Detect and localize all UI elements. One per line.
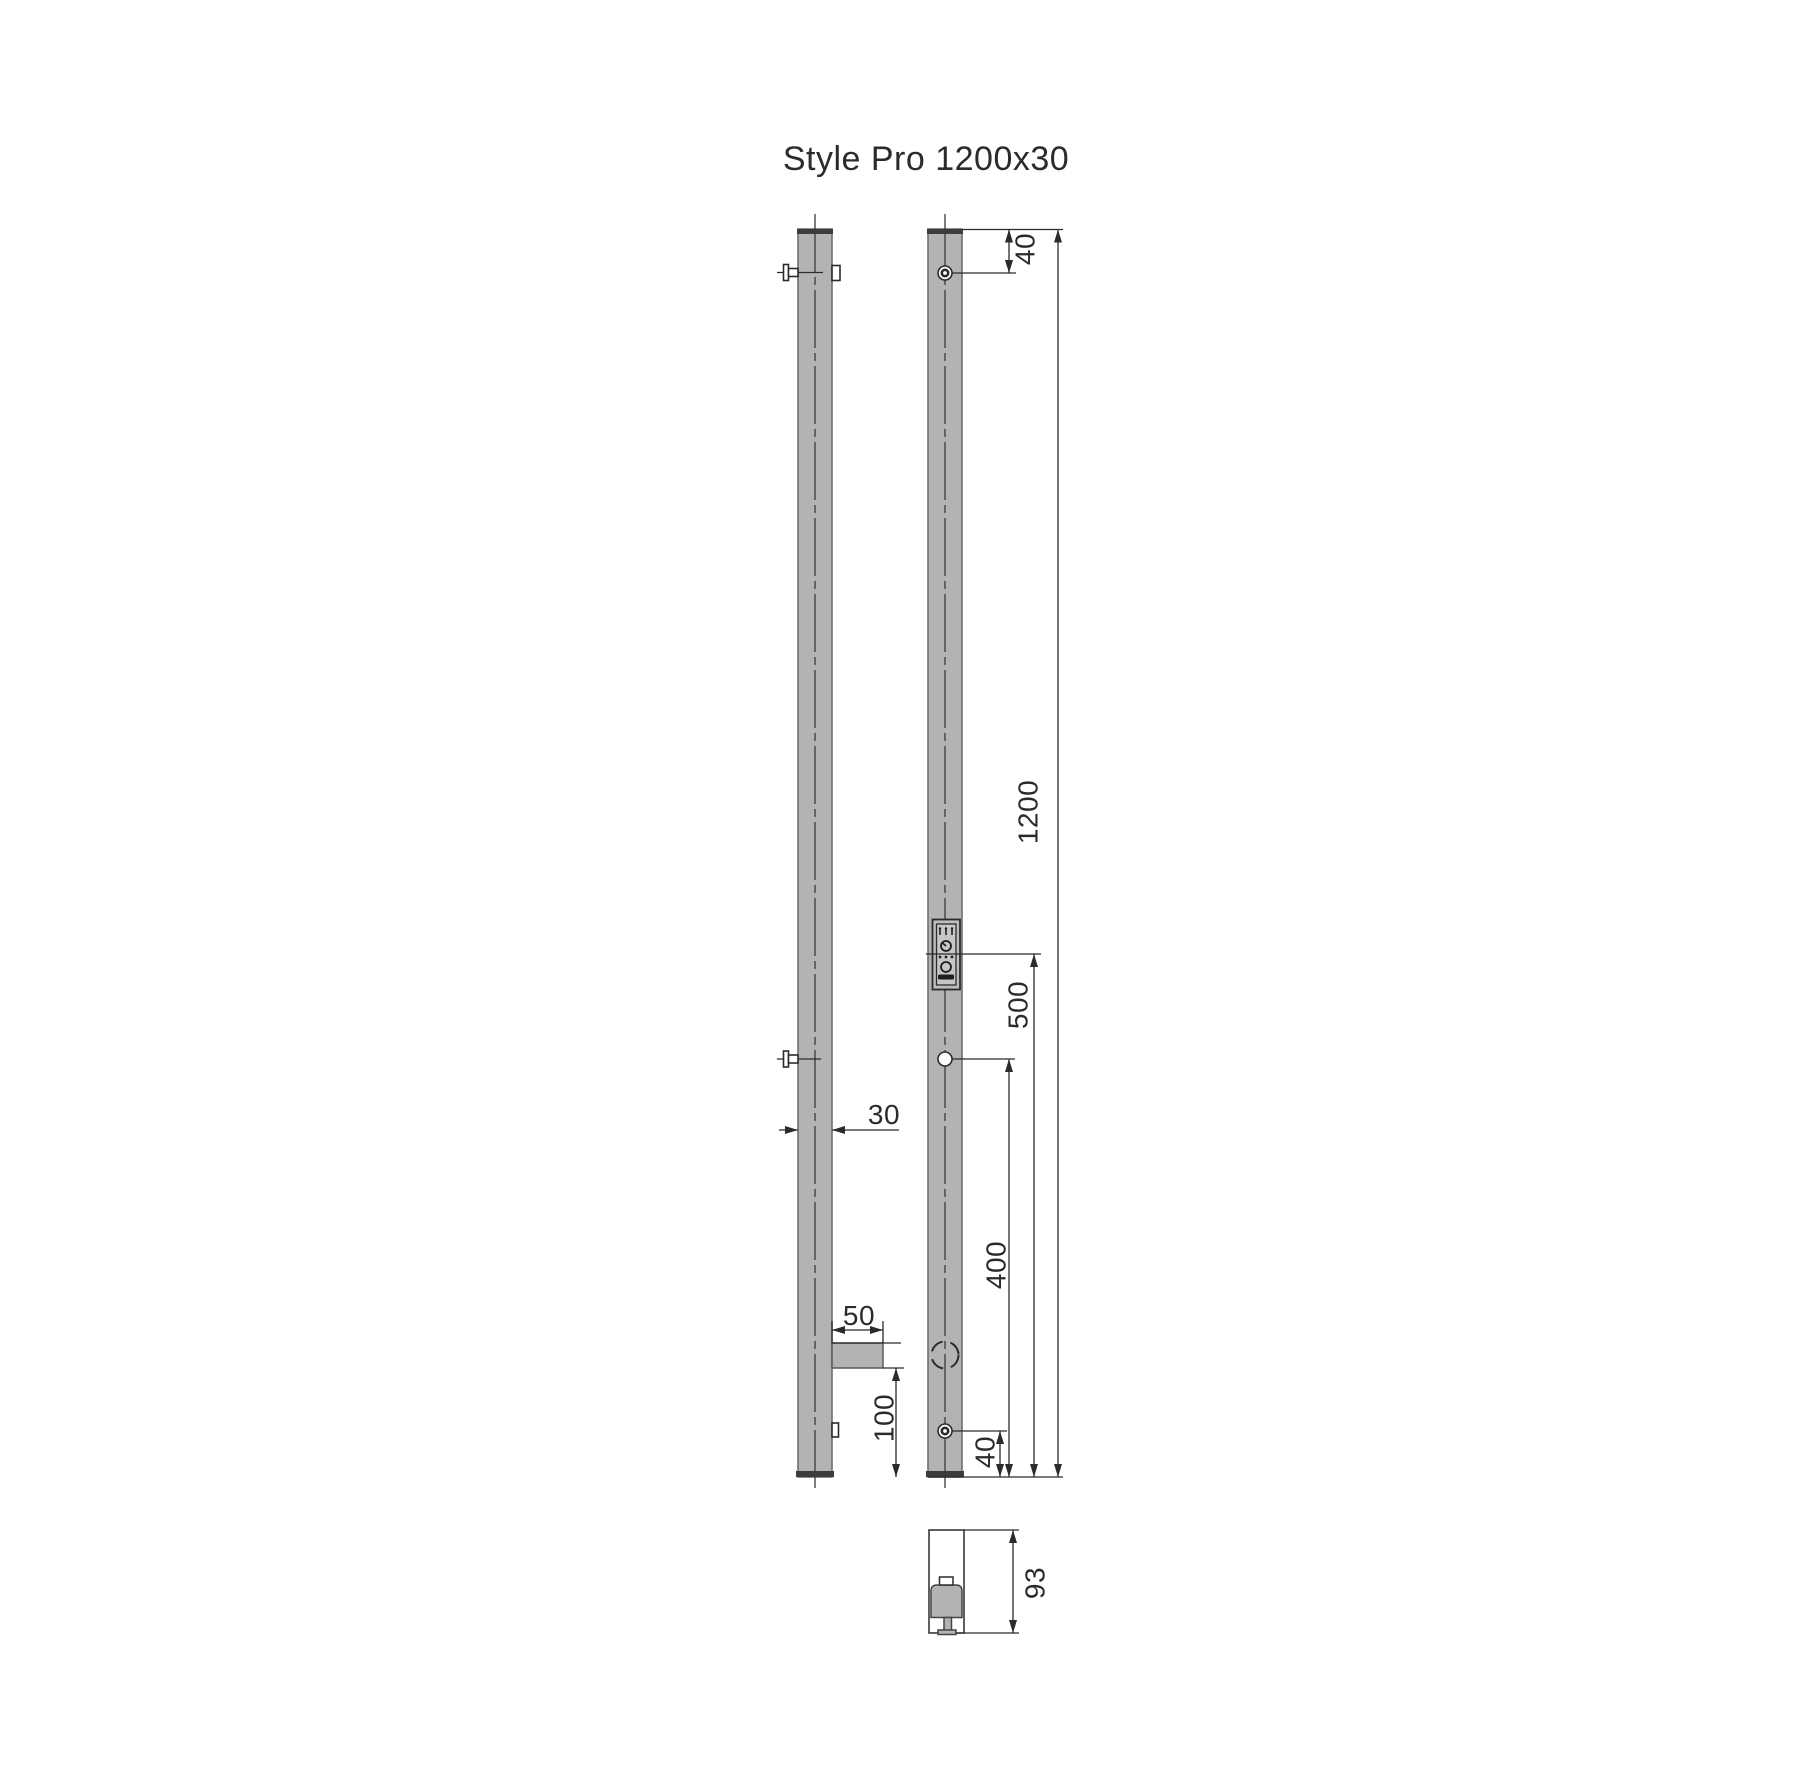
end-view-notch	[940, 1577, 954, 1585]
dim-label-50: 50	[842, 1300, 876, 1331]
end-view-bracket	[931, 1585, 962, 1618]
pipe-connector-bracket	[832, 1343, 883, 1368]
end-view-stem	[944, 1618, 952, 1632]
dim-label-500: 500	[1002, 980, 1034, 1030]
panel-bar-icon	[938, 975, 954, 980]
dim-label-400: 400	[980, 1240, 1012, 1290]
profile-front-view	[926, 214, 964, 1491]
dim-label-93: 93	[1019, 1566, 1051, 1600]
middle-hole-icon	[938, 1052, 952, 1066]
dim-label-top-40: 40	[1009, 232, 1041, 266]
profile-end-view	[929, 1530, 1019, 1635]
end-view-foot	[938, 1630, 956, 1635]
dim-label-1200: 1200	[1012, 779, 1044, 845]
dim-label-100: 100	[868, 1393, 900, 1443]
top-mount-tab	[832, 266, 840, 281]
profile-side-view	[777, 214, 901, 1491]
top-screw-hole-icon	[938, 266, 952, 280]
bottom-screw-hole-icon	[938, 1424, 952, 1438]
drawing-title: Style Pro 1200x30	[782, 140, 1070, 178]
dim-label-30: 30	[867, 1099, 901, 1130]
panel-dots-icon	[939, 956, 954, 959]
bottom-mount-tab	[832, 1423, 839, 1437]
dim-label-bottom-40: 40	[969, 1435, 1001, 1469]
